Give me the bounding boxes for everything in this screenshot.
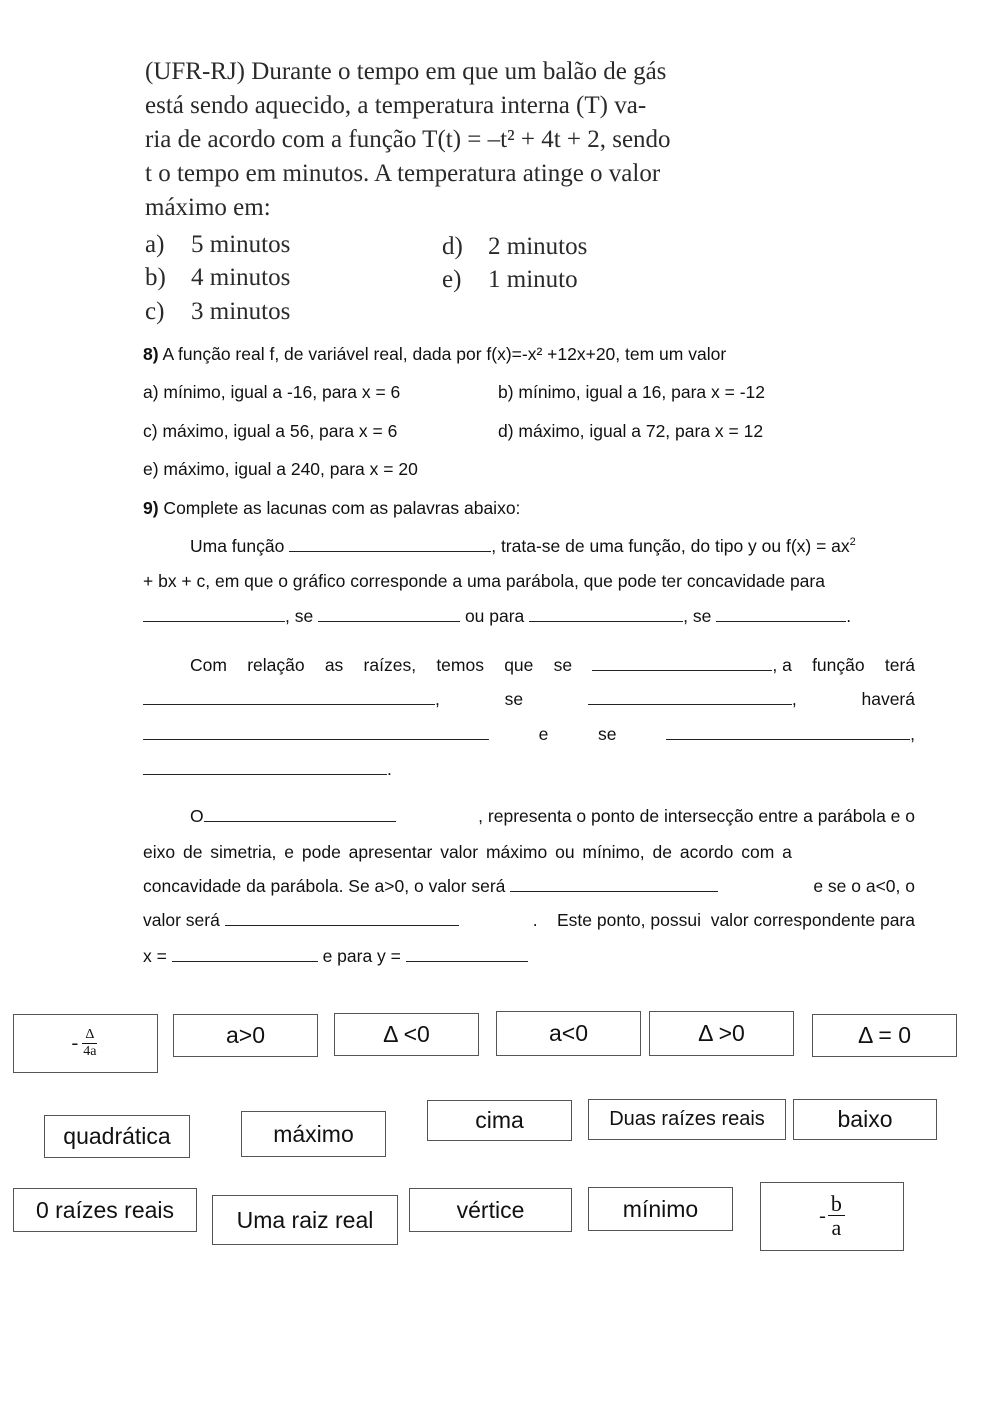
blank-field[interactable]: [318, 606, 460, 622]
blank-field[interactable]: [406, 946, 528, 962]
q9-p3-line4: valor será . Este ponto, possui valor correspondente para: [143, 910, 915, 930]
q9-p1-line1: Uma função , trata-se de uma função, do tipo y ou $f(x) = ax^2$: [190, 536, 856, 556]
blank-field[interactable]: [592, 655, 772, 671]
blank-field[interactable]: [143, 724, 489, 740]
question-line: (UFR-RJ) Durante o tempo em que um balão de gás: [145, 58, 667, 85]
q9-p1-line3: , se ou para , se .: [143, 606, 851, 627]
option-e: e) 1 minuto: [442, 266, 578, 293]
q9-p3-line2: eixo de simetria, e pode apresentar valor máximo ou mínimo, de acordo com a: [143, 842, 792, 862]
card-minus-delta-over-4a[interactable]: - $\frac{\Delta}{4a}$: [13, 1014, 158, 1073]
card-maximo[interactable]: máximo: [241, 1111, 386, 1157]
option-d: d) 2 minutos: [442, 233, 588, 260]
card-vertice[interactable]: vértice: [409, 1188, 572, 1232]
card-duas-raizes-reais[interactable]: Duas raízes reais: [588, 1099, 786, 1140]
option-c: c) 3 minutos: [145, 298, 291, 325]
option-b: b) 4 minutos: [145, 264, 291, 291]
q8-option-e: e) máximo, igual a 240, para x = 20: [143, 459, 418, 479]
q9-p2-line2: , se , haverá: [143, 689, 915, 710]
q8-option-b: b) mínimo, igual a 16, para x = -12: [498, 382, 766, 402]
blank-field[interactable]: [666, 724, 910, 740]
q9-p3-line1: O , representa o ponto de intersecção entre a parábola e o: [190, 806, 915, 826]
q8-option-d: d) máximo, igual a 72, para x = 12: [498, 421, 764, 441]
card-uma-raiz-real[interactable]: Uma raiz real: [212, 1195, 398, 1245]
card-delta-positive[interactable]: Δ >0: [649, 1011, 794, 1056]
blank-field[interactable]: [172, 946, 318, 962]
card-zero-raizes-reais[interactable]: 0 raízes reais: [13, 1188, 197, 1232]
blank-field[interactable]: [588, 689, 792, 705]
card-minimo[interactable]: mínimo: [588, 1187, 733, 1231]
q9-p3-line3: concavidade da parábola. Se a>0, o valor será e se o a<0, o: [143, 876, 915, 896]
question-ufrrj: [145, 55, 725, 225]
q9-p2-line1: Com relação as raízes, temos que se , a função terá: [190, 655, 915, 675]
blank-field[interactable]: [716, 606, 846, 622]
question-line: máximo em:: [145, 194, 271, 221]
card-a-positive[interactable]: a>0: [173, 1014, 318, 1057]
q8-option-c: c) máximo, igual a 56, para x = 6: [143, 421, 398, 441]
card-minus-b-over-a[interactable]: - $\frac{b}{a}$: [760, 1182, 904, 1251]
q8-option-a: a) mínimo, igual a -16, para x = 6: [143, 382, 401, 402]
card-quadratica[interactable]: quadrática: [44, 1115, 190, 1158]
blank-field[interactable]: [225, 910, 459, 926]
blank-field[interactable]: [510, 876, 718, 892]
question-line: está sendo aquecido, a temperatura interna (T) va-: [145, 92, 647, 119]
blank-field[interactable]: [143, 606, 285, 622]
q9-p3-line5: x = e para y =: [143, 946, 528, 967]
question-8-stem: 8) A função real f, de variável real, dada por f(x)=-x² +12x+20, tem um valor: [143, 344, 727, 364]
question-line: ria de acordo com a função T(t) = –t² + 4t + 2, sendo: [145, 126, 671, 153]
q9-p2-line3: e se ,: [143, 724, 915, 745]
card-delta-negative[interactable]: Δ <0: [334, 1013, 479, 1056]
card-delta-zero[interactable]: Δ = 0: [812, 1014, 957, 1057]
question-9-stem: 9) Complete as lacunas com as palavras abaixo:: [143, 498, 521, 518]
option-a: a) 5 minutos: [145, 231, 291, 258]
blank-field[interactable]: [529, 606, 683, 622]
q9-p1-line2: + bx + c, em que o gráfico corresponde a uma parábola, que pode ter concavidade para: [143, 571, 825, 591]
blank-field[interactable]: [143, 759, 387, 775]
card-baixo[interactable]: baixo: [793, 1099, 937, 1140]
q9-p2-line4: .: [143, 759, 392, 780]
question-line: t o tempo em minutos. A temperatura atinge o valor: [145, 160, 661, 187]
blank-field[interactable]: [143, 689, 435, 705]
blank-field[interactable]: [204, 806, 396, 822]
blank-field[interactable]: [289, 536, 491, 552]
card-a-negative[interactable]: a<0: [496, 1011, 641, 1056]
card-cima[interactable]: cima: [427, 1100, 572, 1141]
